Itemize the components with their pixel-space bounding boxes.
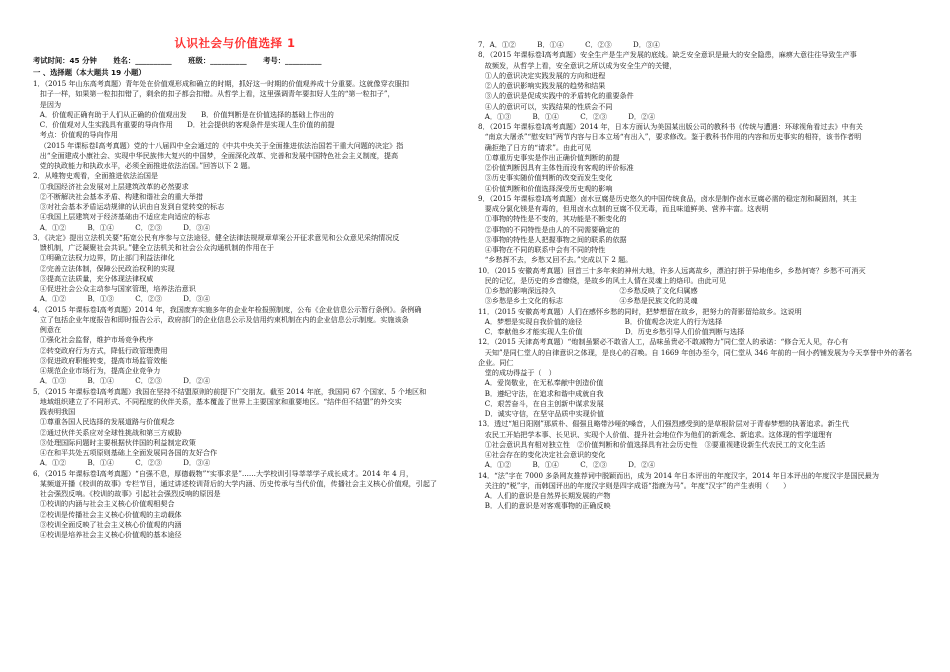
question-line: 12．（2015 天津高考真题）“炮制虽繁必不敢省人工，品味虽贵必不敢减物力”同仁堂人的承诺：“修合无人见，存心有 <box>478 337 849 347</box>
exam-time: 考试时间：45 分钟 <box>33 56 97 65</box>
question-line: 立了包括企业年度报告和即时报告公示，政府部门的企业信息公示及信用约束机制在内的企业信息公示制度。实施该条 <box>33 314 409 324</box>
question-line: 党的执政能力和执政水平，必须全面推进依法治国。”回答以下 2 题。 <box>33 161 255 170</box>
question-line: 9．（2015 年课标卷Ⅰ高考真题）卤水豆腐是历史悠久的中国传统食品，卤水是制作卤水豆腐必需的稳定剂和凝固剂，其主 <box>478 193 857 203</box>
question-line: 5．（2015 年课标卷Ⅰ高考真题）我国在坚持不结盟原则的前提下广交朋友。截至 2014 年底，我国同 67 个国家、5 个地区和 <box>33 386 427 396</box>
question-line: 确拒绝了日方的“请求”。由此可见 <box>478 142 592 152</box>
question-line: ④事物在不同的联系中会有不同的特性 <box>478 245 606 254</box>
question-line: A．①③ B．①④ C．②③ D．②④ <box>478 111 656 121</box>
question-line: 8．（2015 年课标卷Ⅰ高考真题）安全生产是生产发展的底线。缺乏安全意识是最大的安全隐患，麻痹大意往往导致生产事 <box>478 50 857 60</box>
question-line: ②完善立法体制，保障公民政治权利的实现 <box>33 263 175 273</box>
question-line: A．①② B．①④ C．②③ D．③④ <box>33 458 211 468</box>
question-line: 故频发，从哲学上看，安全意识之所以成为安全生产的关键， <box>478 60 677 70</box>
question-line: ④规范企业市场行为，提高企业竞争力 <box>33 366 161 375</box>
question-line: ②不断解决社会基本矛盾、构建和谐社会的重大举措 <box>33 191 203 201</box>
question-line: ②校训是传播社会主义核心价值观的主动载体 <box>33 509 182 519</box>
question-line: ①校训的内涵与社会主义核心价值观相契合 <box>33 499 175 509</box>
question-line: （2015 年课标卷Ⅰ高考真题）党的十八届四中全会通过的《中共中央关于全面推进依法治国若干重大问题的决定》指 <box>33 140 404 150</box>
question-line: ④促进社会公众主动参与国家管理，培养法治意识 <box>33 284 196 293</box>
exam-info <box>33 56 336 66</box>
page-title: 认识社会与价值选择 1 <box>174 36 296 50</box>
question-line: ③促进政府职能转变，提高市场监管效能 <box>33 355 168 365</box>
question-line: ③乡愁是乡土文化的标志 ④乡愁是民族文化的灵魂 <box>478 296 698 306</box>
question-line: 关注的“税”字，而韩国评出的年度汉字则是四字成语“指鹿为马”。年度“汉字”的产生表明（ ） <box>478 480 791 490</box>
question-line: ①人的意识决定实践发展的方向和进程 <box>478 70 606 80</box>
question-line: 11．（2015 安徽高考真题）人们在感怀乡愁的同时，把梦想留在故乡，把努力的背影留给故乡。这说明 <box>478 306 802 316</box>
question-line: A．①② B．①④ C．②③ D．②④ <box>478 460 656 470</box>
question-line: A．梦想是实现自我价值的途径 B．价值观念决定人的行为选择 <box>478 316 723 326</box>
question-line: ③对社会基本矛盾运动规律的认识由自发到自觉转变的标志 <box>33 202 225 211</box>
question-line: 出“全面建成小康社会、实现中华民族伟大复兴的中国梦，全面深化改革、完善和发展中国特色社会主义制度，提高 <box>33 150 399 160</box>
question-line: 1．（2015 年山东高考真题）青年处在价值观形成和确立的时期，抓好这一时期的价值观养成十分重要。这就像穿衣服扣 <box>33 79 409 88</box>
question-line: 馈机制，广泛凝聚社会共识。”健全立法机关和社会公众沟通机制的作用在于 <box>33 243 274 252</box>
question-line: ①社会意识具有相对独立性 ②价值判断和价值选择具有社会历史性 ③要重视建设新生代农民工的文化生活 <box>478 439 826 449</box>
question-line: A．价值观正确有助于人们从正确的价值观出发 B．价值判断是在价值选择的基础上作出的 <box>33 109 334 119</box>
question-line: “南京大屠杀”“慰安妇”两节内容与日本立场“有出入”，要求修改。鉴于教科书作用的内容和历史事实的相符，该书作者明 <box>478 132 862 142</box>
question-line: 8．（2015 年课标卷Ⅰ高考真题）2014 年，日本方面认为美国某出版公司的教科书《传统与遭遇：环球视角看过去》中有关 <box>478 122 863 131</box>
question-line: C．奉献他乡才能实现人生价值 D．历史乡愁引导人们价值判断与选择 <box>478 327 745 336</box>
question-line: ④校训是培养社会主义核心价值观的基本途径 <box>33 530 182 539</box>
question-line: A．①③ B．①④ C．②③ D．②④ <box>33 376 211 386</box>
question-line: ②转变政府行为方式，降低行政管理费用 <box>33 345 168 355</box>
question-line: ①尊重各国人民选择的发展道路与价值观念 <box>33 417 175 427</box>
question-line: ④人的意识可以，实践结果的性质会不同 <box>478 101 613 111</box>
question-line: ①乡愁的影响深远持久 ②乡愁反映了文化归属感 <box>478 286 698 295</box>
question-line: A．①② B．①④ C．②③ D．③④ <box>33 222 211 232</box>
question-line: 要成分氯化镁是有毒的，但用卤水点制的豆腐不仅无毒，而且味道鲜美、营养丰富。这表明 <box>478 204 769 213</box>
question-line: ②人的意识影响实践发展的趋势和结果 <box>478 81 606 90</box>
question-line: ①尊重历史事实是作出正确价值判断的前提 <box>478 152 620 162</box>
question-line: ③提高立法质量，充分体现法律权威 <box>33 273 154 283</box>
question-line: 践表明我国 <box>33 407 76 416</box>
question-line: C．艰苦奋斗，在自主创新中谋求发展 <box>478 398 604 408</box>
question-line: 考点：价值观的导向作用 <box>33 130 118 140</box>
question-line: 2．从唯物史观看，全面推进依法治国是 <box>33 171 159 181</box>
question-line: ①我国经济社会发展对上层建筑改革的必然要求 <box>33 181 189 191</box>
question-line: ①事物的特性是不变的，其功能是不断变化的 <box>478 214 627 224</box>
right-column <box>478 40 918 512</box>
question-line: 6．（2015 年课标卷Ⅰ高考真题）“自强不息，厚德载物”“实事求是”……大学校训引导莘莘学子成长成才。2014 年 4 月， <box>33 468 414 478</box>
question-line: 社会强烈反响。《校训的故事》引起社会强烈反响的原因是 <box>33 489 221 498</box>
question-line: ①强化社会监督，维护市场竞争秩序 <box>33 335 154 345</box>
question-line: C．价值观对人生实践具有重要的导向作用 D．社会提供的客观条件是实现人生价值的前提 <box>33 120 335 129</box>
question-line: 扣子一样，如果第一粒扣扣错了，剩余的扣子都会扣错。从哲学上看，这里强调青年要扣好人生的“第一粒扣子”， <box>33 89 395 99</box>
question-line: ③事物的特性是人把握事物之间的联系的依据 <box>478 234 627 244</box>
question-line: 7．A．①② B．①④ C．②③ D．③④ <box>478 40 661 49</box>
question-line: ②通过伙伴关系应对全球性挑战和第三方威胁 <box>33 427 182 437</box>
question-line: ③校训全面反映了社会主义核心价值观的内涵 <box>33 519 182 529</box>
question-line: 4．（2015 年课标卷Ⅰ高考真题）2014 年，我国废弃实施多年的企业年检报照制度，公布《企业信息公示暂行条例》。条例确 <box>33 304 422 314</box>
question-line: “乡愁挥不去，乡愁又回不去。”完成以下 2 题。 <box>478 255 633 265</box>
question-line: 例意在 <box>33 325 62 334</box>
question-line: 10．（2015 安徽高考真题）回首三十多年来的神州大地，许多人远离故乡，漂泊打拼于异地他乡，乡愁何寄？乡愁不可消灭 <box>478 265 866 275</box>
question-line: ④社会存在的变化决定社会意识的变化 <box>478 450 606 459</box>
section-title: 一 、选择题（本大题共 19 小题） <box>33 68 146 77</box>
question-line: A．①② B．①③ C．②③ D．③④ <box>33 294 211 304</box>
question-line: ③处理国际问题时主要根据伙伴国的利益制定政策 <box>33 437 196 447</box>
question-line: ④在和平共处五项原则基础上全面发展同各国的友好合作 <box>33 448 218 457</box>
left-column <box>33 79 473 540</box>
question-line: 地域组织建立了不同形式、不同程度的伙伴关系，基本覆盖了世界上主要国家和重要地区。“结伴但不结盟”的外交实 <box>33 396 402 406</box>
question-line: 民的记忆，是历史的乡音缭绕，是故乡的风土人情在灵魂上的烙印。由此可见 <box>478 275 726 285</box>
question-line: 14．“法”字在 7000 多条网友推荐词中脱颖而出，成为 2014 年日本评出的年度汉字，2014 年日本评出的年度汉字是国民最为 <box>478 470 879 480</box>
question-line: ②事物的不同特性是由人的不同需要确定的 <box>478 224 620 234</box>
question-line: ④价值判断和价值选择深受历史观的影响 <box>478 183 613 193</box>
question-line: 某频道开播《校训的故事》专栏节目，通过讲述校训背后的大学内涵、历史传承与当代价值，传播社会主义核心价值观，引起了 <box>33 478 438 488</box>
student-number-field: 考号：__________ <box>263 56 322 65</box>
question-line: A．爱岗敬业，在无私奉献中创造价值 <box>478 378 604 388</box>
question-line: B．人们的意识是对客观事物的正确反映 <box>478 501 611 511</box>
question-line: A．人们的意识是自然界长期发展的产物 <box>478 491 611 500</box>
question-line: ①明确立法权力边界，防止部门利益法律化 <box>33 253 175 263</box>
question-line: ③人的意识是促成实践中的矛盾转化的重要条件 <box>478 91 634 101</box>
question-line: B．遵纪守法，在追求和谐中成就自我 <box>478 388 604 398</box>
question-line: 堂的成功得益于（ ） <box>478 368 556 377</box>
question-line: 13．透过“旭日阳刚”那质朴、倔强且略带沙哑的嗓音，人们强烈感受到的是草根阶层对于青春梦想的执著追求。新生代 <box>478 419 849 429</box>
question-line: 农民工开始把学本事、长见识、实现个人价值、提升社会地位作为他们的新观念、新追求。这体现的哲学道理有 <box>478 429 833 439</box>
question-line: ②价值判断因具有主体性而没有客观的评价标准 <box>478 163 634 172</box>
question-line: ④我国上层建筑对于经济基础由不适应走向适应的标志 <box>33 212 211 222</box>
student-class-field: 班级：__________ <box>188 56 247 65</box>
question-line: 3．《决定》提出立法机关要“拓宽公民有序参与立法途径，健全法律法规规章草案公开征求意见和公众意见采纳情况反 <box>33 232 400 242</box>
question-line: ③历史事实随价值判断的改变而发生变化 <box>478 173 613 183</box>
student-name-field: 姓名：__________ <box>113 56 172 65</box>
question-line: D．诚实守信，在坚守品质中实现价值 <box>478 409 604 418</box>
question-line: 天知”是同仁堂人的自律意识之体现，是良心的召唤。自 1669 年创办至今，同仁堂从 346 年前的一间小药铺发展为今天享誉中外的著名企业。同仁 <box>478 347 913 367</box>
question-line: 是因为 <box>33 99 62 109</box>
